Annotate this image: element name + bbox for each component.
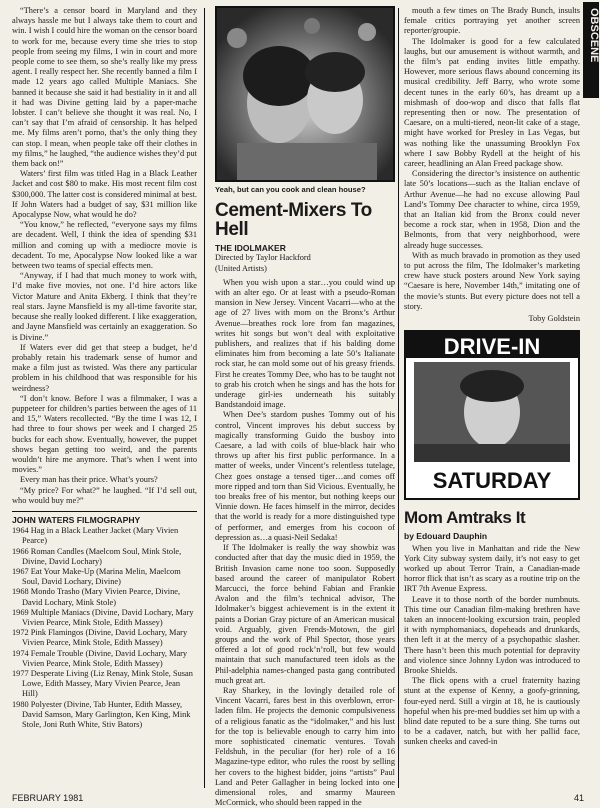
paragraph: If Waters ever did get that steep a budget, he’d probably retain his trademark sense of humor and make a film just as twisted. Was there any particular problem in his childhood that was responsible for his weirdness? (12, 342, 197, 393)
drive-in-poster (404, 330, 580, 500)
paragraph: “I don’t know. Before I was a filmmaker, I was a puppeteer for children’s parties between the ages of 11 and 15,” Waters recollected. “By the time I was 12, I had three to four shows per week and I charged 25 bucks for each show. Eventually, however, the puppet shows began getting too weird, and the parents wouldn’t hire me anymore. That’s when I went into movies.” (12, 393, 197, 475)
author-signature: Toby Goldstein (528, 314, 580, 324)
paragraph: When you live in Manhattan and ride the New York City subway system daily, it’s not easy to get worked up about Terror Train, a Canadian-made horror flick that isn’t as scary as a routine trip on the IRT 7th Avenue Express. (404, 543, 580, 594)
paragraph: mouth a few times on The Brady Bunch, insults female critics portraying yet another screen reporter/groupie. (404, 6, 580, 36)
byline: by Edouard Dauphin (404, 531, 488, 542)
photo-caption: Yeah, but can you cook and clean house? (215, 185, 366, 194)
paragraph: If The Idolmaker is really the way showbiz was conducted after that day the music died in 1959, the British Invasion came none too soon. Supposedly based around the career of manipulator Robert Marcucci, the force behind Fabian and Frankie Avalon and the film’s technical advisor, The Idolmaker’s biggest achievement is in the extent it paints a Dorian Gray picture of an American musical void. Arguably, given Frends-Motown, the girl groups and the work of Phil Spector, those years offered a lot of good rock’n’roll, but few would maintain that such manufactured teen idols as the Phil-adelphia names-changed pasta gang contributed much great art. (215, 543, 395, 685)
paragraph: The flick opens with a cruel fraternity hazing stunt at the expense of Kenny, a goofy-grinning, four-eyed nerd. Still a virgin at 18, he is cautiously hopeful when his pre-med buddies set him up with a blind date reputed to be a sure thing. She turns out to be a cadaver, natch, but with her pallid face, sunken cheeks and caved-in (404, 676, 580, 747)
movie-still-photo (215, 6, 395, 182)
filmography-entry: 1967 Eat Your Make-Up (Marina Melin, Maelcom Soul, David Lochary, Divine) (12, 566, 181, 587)
filmography-entry: 1964 Hag in a Black Leather Jacket (Mary Vivien Pearce) (12, 526, 179, 546)
poster-top-text: DRIVE-IN (443, 334, 541, 360)
waters-interview-text (12, 6, 197, 506)
filmography-title: JOHN WATERS FILMOGRAPHY (12, 511, 197, 525)
filmography-entry: 1972 Pink Flamingos (Divine, David Lochary, Mary Vivien Pearce, Mink Stole, Edith Massey) (12, 628, 188, 648)
studio-credit: (United Artists) (215, 263, 267, 273)
paragraph: “My price? For what?” he laughed. “If I’d sell out, who would buy me?” (12, 485, 197, 505)
section-tab-label: OBSCENE (588, 8, 600, 63)
column-3 (404, 6, 580, 788)
filmography-entry: 1974 Female Trouble (Divine, David Lochary, Mary Vivien Pearce, Mink Stole, Edith Massey) (12, 648, 188, 668)
section-tab (582, 0, 600, 100)
column-divider (398, 8, 399, 788)
paragraph: “There’s a censor board in Maryland and they always hassle me but I always take them to court and win. I wish I could hire the woman on the censor board to work for me, because every time she tries to stop people from seeing my films, I win in court and more people come to see them, so she’s really like my press agent. I really respect her. She recently banned a film I made 12 years ago called Multiple Maniacs. She banned it because she said it had bestiality in it and all it had was Divine getting laid by a paper-mache lobster. I can’t believe she thought it was real. No, I can’t say that I’m afraid of censorship. It has helped me. My films aren’t porno, that’s the only thing they can stop. I mean, when people take off their clothes in my films,” he laughed, “the audience wishes they’d put them back on!” (12, 6, 197, 169)
paragraph: When Dee’s stardom pushes Tommy out of his control, Vincent improves his debut success by magically transforming Guido the busboy into Caesare, a lad with coils of blue-black hair who throws up after his first public performance. In a matter of weeks, under Vincent’s relentless tutelage, Chez goes onstage a tensed tiger…and comes off more ripped and torn than Sid Vicious. Eventually, he too breaks free of his mentor, but nothing keeps our Vinnie down. He faces himself in the mirror, decides that the world is ready for a more distinguished type of performer, and emerges from his cocoon of depression as…a quasi-Neil Sedaka! (215, 410, 395, 542)
column-divider (204, 8, 205, 788)
paragraph: The Idolmaker is good for a few calculated laughs, but our amusement is without warmth, and the film’s pat ending invites little empathy. However, more serious flaws abound concerning its musical credibility. Jeff Barry, who wrote some decent tunes in the early 60’s, has dreamt up a mishmash of doo-wop and disco that falls flat representing then or now. The presentation of Caesare, on a multi-tiered, neon-lit cake of a stage, might have worked for Presley in Las Vegas, but was nothing like the unassuming Brooklyn Fox where I saw Bobby Rydell at the height of his career, headlining an Alan Freed package show. (404, 36, 580, 169)
paragraph: Ray Sharkey, in the lovingly detailed role of Vincent Vacarri, fares best in this overblown, error-laden film. He projects the demonic compulsiveness of a religious fanatic as the “idolmaker,” and his lust for the top is believable enough to carry him into more sophisticated cinematic ventures. Tovah Feldshuh, in the peculiar (for her) role of a 16 Magazine-type editor, who rules the roost by selling her covers to the highest bidder, joins “artists” Paul Land and Peter Gallagher in being locked into one dimensional roles, and smarmy Maureen McCormick, who should been rapped in the (215, 685, 395, 808)
film-title: THE IDOLMAKER (215, 243, 286, 254)
paragraph: Every man has their price. What’s yours? (20, 475, 158, 485)
paragraph: Considering the director’s insistence on authentic late 50’s locations—such as the Italian enclave of Arthur Avenue—he had no excuse allowing Paul Land’s Tommy Dee character to whine, circa 1959, that an Italian kid from the Bronx could never become a rock star, when in 1958, Dion and the Belmonts, from that very neighborhood, were already huge successes. (404, 169, 580, 250)
column-2 (215, 6, 395, 808)
terror-train-review-text (404, 544, 580, 748)
director-credit: Directed by Taylor Hackford (215, 253, 311, 263)
filmography-entry: 1969 Multiple Maniacs (Divine, David Lochary, Mary Vivien Pearce, Mink Stole, Edith Massey) (12, 607, 194, 627)
filmography-entry: 1977 Desperate Living (Liz Renay, Mink Stole, Susan Lowe, Edith Massey, Mary Vivien Pearce, Jean Hill) (12, 669, 193, 699)
paragraph: When you wish upon a star…you could wind up with an alter ego. Or at least with a pseudo-Roman mansion in New Jersey. Vincent Vacarri—who at the age of 27 lives with mom on the Bronx’s Arthur Avenue—breathes rock lore from fan magazines, writes hit songs but won’t deal with exploitative publishers, and realizes that if his balding dome eliminates him from becoming a late 50’s Italianate rock star, he can mold some out of his greasy friends. First he creates Tommy Dee, who has to be taught not to grab his crotch when he sings and has the hots for underage girl-ies underneath his suitably Bandstandoid image. (215, 277, 395, 410)
paragraph: Waters’ first film was titled Hag in a Black Leather Jacket and cost $80 to make. His most recent film cost $300,000. The latter cost is considered minimal at best. If John Waters had a budget of say, $31 million like Apocalypse Now, what would he do? (12, 169, 197, 220)
page-footer (0, 789, 600, 803)
paragraph: With as much bravado in promotion as they used to put across the film, The Idolmaker’s marketing crew have stuck posters around New York saying “Caesare is here, November 14th,” imitating one of the movie’s stunts. But every picture does not tell a story. (404, 250, 580, 311)
column-1 (12, 6, 197, 788)
paragraph: “Anyway, if I had that much money to work with, I’d make five movies, not one. I’d hire actors like Victor Mature and Anita Ekberg. I think that they’re real stars. Jayne Mansfield is my all-time favorite star, because she really looked different. I like exaggeration, and Jayne Mansfield was certainly an exaggeration. So is Divine.” (12, 271, 197, 342)
filmography-entry: 1966 Roman Candles (Maelcom Soul, Mink Stole, Divine, David Lochary) (12, 546, 182, 566)
review-headline-2: Mom Amtraks It (404, 508, 526, 528)
filmography-entry: 1968 Mondo Trasho (Mary Vivien Pearce, Divine, David Lochary, Mink Stole) (12, 587, 181, 607)
poster-bottom-text: SATURDAY (432, 468, 552, 494)
issue-date: FEBRUARY 1981 (12, 793, 84, 803)
review-headline: Cement-Mixers To Hell (215, 200, 372, 241)
film-credit (215, 253, 395, 273)
idolmaker-review-text (215, 278, 395, 808)
idolmaker-review-continued (404, 6, 580, 312)
paragraph: Leave it to those north of the border numbnuts. This time our Canadian film-making brethren have taken an innocent-looking excursion train, peopled it with nymphomaniacs, dopeheads and drunkards, then left it at the mercy of a psychopathic slasher. There hasn’t been this much potential for depravity and violence since Johnny Lydon was introduced to Brooke Shields. (404, 594, 580, 675)
page-number: 41 (573, 793, 584, 803)
paragraph: “You know,” he reflected, “everyone says my films are decadent. Well, I think the idea of spending $31 million and coming up with a mediocre movie is decadent. To me, Apocalypse Now looked like a war between two teams of special effects men. (12, 220, 197, 271)
filmography-entry: 1980 Polyester (Divine, Tab Hunter, Edith Massey, David Samson, Mary Garlington, Ken King, Mink Stole, Joni Ruth White, Stiv Bators) (12, 699, 191, 730)
filmography-list (12, 526, 197, 730)
